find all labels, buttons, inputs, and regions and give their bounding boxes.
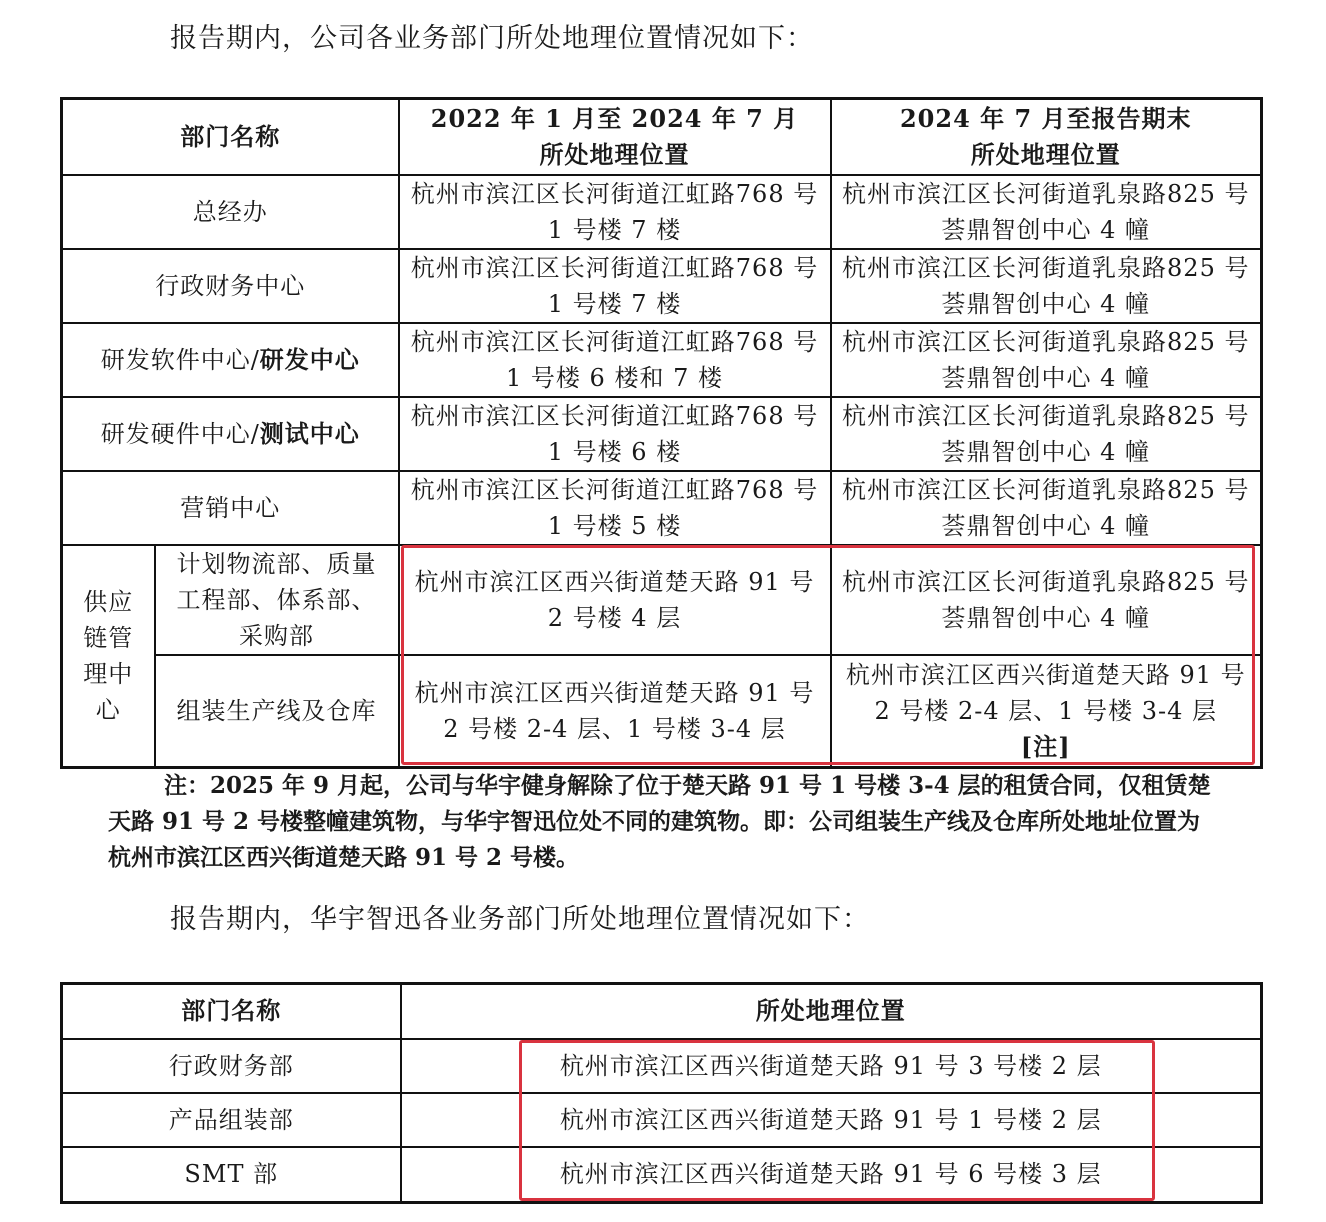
location-before: 杭州市滨江区长河街道江虹路768 号 1 号楼 6 楼 xyxy=(399,397,831,471)
table-header-row xyxy=(62,99,1262,175)
location-after: 杭州市滨江区长河街道乳泉路825 号荟鼎智创中心 4 幢 xyxy=(831,175,1262,249)
header-before xyxy=(399,99,831,175)
table-row xyxy=(62,1147,1262,1203)
location-before: 杭州市滨江区西兴街道楚天路 91 号 2 号楼 2-4 层、1 号楼 3-4 层 xyxy=(399,655,831,768)
cell-text: 研发软件中心/ xyxy=(100,345,260,374)
table-row xyxy=(62,323,1262,397)
dept-name: 产品组装部 xyxy=(62,1093,401,1147)
location-after: 杭州市滨江区长河街道乳泉路825 号荟鼎智创中心 4 幢 xyxy=(831,545,1262,655)
intro-paragraph-2: 报告期内，华宇智迅各业务部门所处地理位置情况如下： xyxy=(170,904,870,935)
table-row xyxy=(62,471,1262,545)
department-location-table xyxy=(60,97,1263,769)
cell-text: 研发硬件中心/ xyxy=(100,419,260,448)
dept-name: SMT 部 xyxy=(62,1147,401,1203)
table-row xyxy=(62,175,1262,249)
cell-text: 2024 年 7 月至报告期末 xyxy=(899,103,1192,133)
dept-name: 组装生产线及仓库 xyxy=(155,655,399,768)
table-row xyxy=(62,655,1262,768)
dept-name: 行政财务部 xyxy=(62,1039,401,1093)
cell-text: 2022 年 1 月至 2024 年 7 月 xyxy=(430,103,799,133)
cell-text: 所处地理位置 xyxy=(539,139,690,169)
cell-text: 杭州市滨江区西兴街道楚天路 91 号 2 号楼 2-4 层、1 号楼 3-4 层 xyxy=(845,660,1246,725)
table-row xyxy=(62,397,1262,471)
location-after: 杭州市滨江区长河街道乳泉路825 号荟鼎智创中心 4 幢 xyxy=(831,323,1262,397)
location: 杭州市滨江区西兴街道楚天路 91 号 6 号楼 3 层 xyxy=(401,1147,1262,1203)
intro-paragraph-1: 报告期内，公司各业务部门所处地理位置情况如下： xyxy=(170,23,814,54)
table-row xyxy=(62,249,1262,323)
dept-name: 总经办 xyxy=(62,175,399,249)
location-before: 杭州市滨江区长河街道江虹路768 号 1 号楼 7 楼 xyxy=(399,249,831,323)
group-name: 供应链管理中心 xyxy=(62,545,155,768)
table-row xyxy=(62,545,1262,655)
location-before: 杭州市滨江区西兴街道楚天路 91 号 2 号楼 4 层 xyxy=(399,545,831,655)
dept-name: 行政财务中心 xyxy=(62,249,399,323)
table-row xyxy=(62,1039,1262,1093)
dept-name xyxy=(62,397,399,471)
huayu-location-table xyxy=(60,982,1263,1204)
location-after: 杭州市滨江区长河街道乳泉路825 号荟鼎智创中心 4 幢 xyxy=(831,249,1262,323)
location: 杭州市滨江区西兴街道楚天路 91 号 1 号楼 2 层 xyxy=(401,1093,1262,1147)
cell-text: [注] xyxy=(1020,731,1071,761)
dept-name: 计划物流部、质量工程部、体系部、采购部 xyxy=(155,545,399,655)
cell-text: 研发中心 xyxy=(259,344,360,374)
location: 杭州市滨江区西兴街道楚天路 91 号 3 号楼 2 层 xyxy=(401,1039,1262,1093)
table-row xyxy=(62,1093,1262,1147)
location-before: 杭州市滨江区长河街道江虹路768 号 1 号楼 6 楼和 7 楼 xyxy=(399,323,831,397)
header-dept: 部门名称 xyxy=(62,984,401,1039)
location-before: 杭州市滨江区长河街道江虹路768 号 1 号楼 5 楼 xyxy=(399,471,831,545)
location-after: 杭州市滨江区长河街道乳泉路825 号荟鼎智创中心 4 幢 xyxy=(831,471,1262,545)
cell-text: 所处地理位置 xyxy=(970,139,1121,169)
dept-name xyxy=(62,323,399,397)
footnote: 注：2025 年 9 月起，公司与华宇健身解除了位于楚天路 91 号 1 号楼 3-4 层的租赁合同，仅租赁楚天路 91 号 2 号楼整幢建筑物，与华宇智迅位处不同的建筑物。即：公司组装生产线及仓库所处地址位置为杭州市滨江区西兴街道楚天路 91 号 2 号楼。 xyxy=(108,772,1211,871)
table-header-row xyxy=(62,984,1262,1039)
header-location: 所处地理位置 xyxy=(401,984,1262,1039)
header-dept: 部门名称 xyxy=(62,99,399,175)
cell-text: 测试中心 xyxy=(259,418,360,448)
location-before: 杭州市滨江区长河街道江虹路768 号 1 号楼 7 楼 xyxy=(399,175,831,249)
header-after xyxy=(831,99,1262,175)
location-after: 杭州市滨江区长河街道乳泉路825 号荟鼎智创中心 4 幢 xyxy=(831,397,1262,471)
dept-name: 营销中心 xyxy=(62,471,399,545)
location-after xyxy=(831,655,1262,768)
